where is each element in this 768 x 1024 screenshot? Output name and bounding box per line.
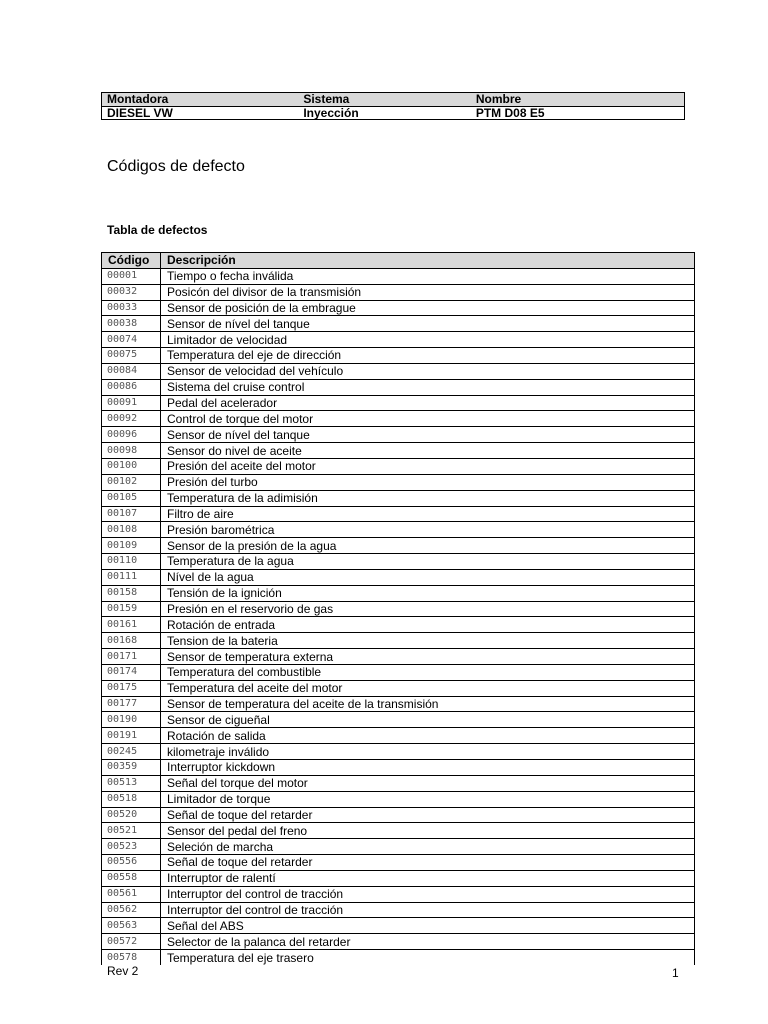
defect-code: 00105 <box>102 490 161 506</box>
defect-code: 00091 <box>102 395 161 411</box>
defect-description: Temperatura del combustible <box>161 664 695 680</box>
table-row <box>102 585 695 601</box>
table-row <box>102 934 695 950</box>
header-value-montadora: DIESEL VW <box>107 106 173 120</box>
defect-description: Rotación de salida <box>161 728 695 744</box>
table-row <box>102 870 695 886</box>
defect-code: 00159 <box>102 601 161 617</box>
section-title: Tabla de defectos <box>107 223 208 237</box>
defect-code: 00521 <box>102 823 161 839</box>
defect-description: Sistema del cruise control <box>161 379 695 395</box>
defect-description: Filtro de aire <box>161 506 695 522</box>
table-row <box>102 427 695 443</box>
defect-description: Temperatura de la adimisión <box>161 490 695 506</box>
defect-description: Tension de la bateria <box>161 633 695 649</box>
defect-code: 00033 <box>102 300 161 316</box>
table-header-row <box>102 253 695 269</box>
defect-description: Señal del torque del motor <box>161 775 695 791</box>
defect-description: Tiempo o fecha inválida <box>161 268 695 284</box>
table-row <box>102 886 695 902</box>
table-row <box>102 569 695 585</box>
header-value-nombre: PTM D08 E5 <box>475 106 545 120</box>
table-row <box>102 411 695 427</box>
defect-description: Seleción de marcha <box>161 839 695 855</box>
table-row <box>102 443 695 459</box>
defect-description: Sensor de cigueñal <box>161 712 695 728</box>
defect-code: 00158 <box>102 585 161 601</box>
table-row <box>102 601 695 617</box>
defect-code: 00098 <box>102 443 161 459</box>
table-row <box>102 522 695 538</box>
defect-description: Presión del turbo <box>161 474 695 490</box>
defect-description: Presión barométrica <box>161 522 695 538</box>
table-row <box>102 649 695 665</box>
table-row <box>102 458 695 474</box>
footer-revision: Rev 2 <box>107 964 139 978</box>
defect-code: 00168 <box>102 633 161 649</box>
defect-code: 00191 <box>102 728 161 744</box>
defect-description: Rotación de entrada <box>161 617 695 633</box>
defect-code: 00245 <box>102 744 161 760</box>
defect-code: 00074 <box>102 332 161 348</box>
defect-code: 00038 <box>102 316 161 332</box>
table-row <box>102 332 695 348</box>
defect-code: 00171 <box>102 649 161 665</box>
table-row <box>102 823 695 839</box>
defect-description: Limitador de velocidad <box>161 332 695 348</box>
table-row <box>102 775 695 791</box>
table-row <box>102 744 695 760</box>
defect-description: Señal de toque del retarder <box>161 807 695 823</box>
defect-code: 00086 <box>102 379 161 395</box>
defect-code: 00190 <box>102 712 161 728</box>
vehicle-info-header <box>101 92 685 120</box>
table-row <box>102 918 695 934</box>
defect-description: Sensor de la presión de la agua <box>161 538 695 554</box>
defect-code: 00563 <box>102 918 161 934</box>
defect-code: 00520 <box>102 807 161 823</box>
defect-code: 00092 <box>102 411 161 427</box>
defect-code: 00111 <box>102 569 161 585</box>
defect-description: Sensor de nível del tanque <box>161 427 695 443</box>
table-row <box>102 348 695 364</box>
defect-code: 00578 <box>102 950 161 965</box>
defect-code: 00177 <box>102 696 161 712</box>
table-row <box>102 696 695 712</box>
defect-code: 00001 <box>102 268 161 284</box>
defect-code: 00174 <box>102 664 161 680</box>
table-row <box>102 950 695 965</box>
defect-description: Posicón del divisor de la transmisión <box>161 284 695 300</box>
table-row <box>102 807 695 823</box>
defect-code: 00108 <box>102 522 161 538</box>
header-labels-row <box>102 93 684 107</box>
defect-code: 00102 <box>102 474 161 490</box>
defect-description: Interruptor kickdown <box>161 760 695 776</box>
defect-description: Temperatura del aceite del motor <box>161 680 695 696</box>
table-row <box>102 554 695 570</box>
defect-description: Control de torque del motor <box>161 411 695 427</box>
defect-description: Sensor de temperatura del aceite de la transmisión <box>161 696 695 712</box>
table-row <box>102 712 695 728</box>
column-header-code: Código <box>102 253 161 269</box>
defect-code: 00032 <box>102 284 161 300</box>
table-row <box>102 316 695 332</box>
defect-code: 00572 <box>102 934 161 950</box>
table-row <box>102 506 695 522</box>
defect-description: Señal de toque del retarder <box>161 855 695 871</box>
defect-description: Interruptor del control de tracción <box>161 886 695 902</box>
header-label-sistema: Sistema <box>303 92 350 106</box>
table-row <box>102 617 695 633</box>
defect-code: 00109 <box>102 538 161 554</box>
defect-rows <box>102 268 695 965</box>
table-row <box>102 855 695 871</box>
defect-code: 00175 <box>102 680 161 696</box>
table-row <box>102 902 695 918</box>
header-value-sistema: Inyección <box>303 106 359 120</box>
table-row <box>102 268 695 284</box>
defect-code: 00096 <box>102 427 161 443</box>
table-row <box>102 633 695 649</box>
defect-description: Señal del ABS <box>161 918 695 934</box>
defect-description: Temperatura del eje de dirección <box>161 348 695 364</box>
defect-description: Limitador de torque <box>161 791 695 807</box>
table-row <box>102 379 695 395</box>
defect-codes-table <box>101 252 695 965</box>
table-row <box>102 363 695 379</box>
defect-code: 00107 <box>102 506 161 522</box>
table-row <box>102 728 695 744</box>
defect-code: 00562 <box>102 902 161 918</box>
defect-description: Sensor de nível del tanque <box>161 316 695 332</box>
defect-code: 00161 <box>102 617 161 633</box>
defect-code: 00561 <box>102 886 161 902</box>
defect-code: 00110 <box>102 554 161 570</box>
defect-code: 00513 <box>102 775 161 791</box>
defect-code: 00359 <box>102 760 161 776</box>
defect-description: Sensor de posición de la embrague <box>161 300 695 316</box>
table-row <box>102 300 695 316</box>
defect-description: kilometraje inválido <box>161 744 695 760</box>
defect-description: Sensor del pedal del freno <box>161 823 695 839</box>
table-row <box>102 538 695 554</box>
defect-code: 00558 <box>102 870 161 886</box>
table-row <box>102 395 695 411</box>
table-row <box>102 284 695 300</box>
defect-description: Pedal del acelerador <box>161 395 695 411</box>
defect-description: Presión del aceite del motor <box>161 458 695 474</box>
table-row <box>102 791 695 807</box>
table-row <box>102 839 695 855</box>
defect-code: 00084 <box>102 363 161 379</box>
defect-code: 00556 <box>102 855 161 871</box>
defect-description: Temperatura de la agua <box>161 554 695 570</box>
table-row <box>102 664 695 680</box>
defect-code: 00518 <box>102 791 161 807</box>
defect-description: Sensor do nivel de aceite <box>161 443 695 459</box>
defect-code: 00100 <box>102 458 161 474</box>
defect-description: Tensión de la ignición <box>161 585 695 601</box>
table-row <box>102 490 695 506</box>
table-row <box>102 760 695 776</box>
column-header-description: Descripción <box>161 253 695 269</box>
defect-code: 00075 <box>102 348 161 364</box>
defect-description: Interruptor de ralentí <box>161 870 695 886</box>
table-row <box>102 680 695 696</box>
defect-code: 00523 <box>102 839 161 855</box>
defect-description: Interruptor del control de tracción <box>161 902 695 918</box>
header-values-row <box>102 107 684 120</box>
table-row <box>102 474 695 490</box>
defect-description: Temperatura del eje trasero <box>161 950 695 965</box>
footer-page-number: 1 <box>672 966 679 980</box>
defect-description: Presión en el reservorio de gas <box>161 601 695 617</box>
header-label-montadora: Montadora <box>107 92 169 106</box>
defect-description: Sensor de velocidad del vehículo <box>161 363 695 379</box>
defect-description: Sensor de temperatura externa <box>161 649 695 665</box>
defect-description: Nível de la agua <box>161 569 695 585</box>
defect-description: Selector de la palanca del retarder <box>161 934 695 950</box>
header-label-nombre: Nombre <box>475 92 522 106</box>
page-title: Códigos de defecto <box>107 158 245 175</box>
